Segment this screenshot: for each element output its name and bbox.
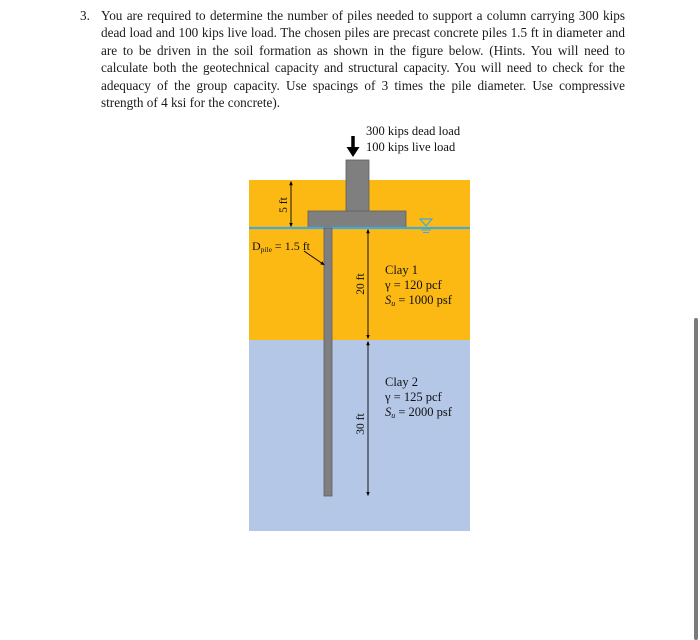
problem-text: You are required to determine the number of piles needed to support a column carrying 300 kips dead load and 100 kips live load. The chosen piles are precast concrete piles 1.5 ft in diameter and are to be driven in the soil formation as shown in the figure below. (Hints. You will need to calculate both the geotechnical capacity and structural capacity. You will need to check for the adequacy of the group capacity. Use spacings of 3 times the pile diameter. Use compressive strength of 4 ksi for the concrete). — [101, 8, 625, 111]
clay1-undrained-strength: Su = 1000 psf — [385, 293, 452, 308]
pile-cap — [308, 211, 406, 228]
pile — [324, 228, 332, 496]
footing-depth-label: 5 ft — [278, 197, 290, 213]
load-arrow-icon — [347, 136, 360, 157]
pile-diameter-label: Dpile = 1.5 ft — [252, 239, 311, 254]
problem-number: 3. — [80, 8, 90, 23]
clay2-name: Clay 2 — [385, 375, 418, 389]
clay2-undrained-strength: Su = 2000 psf — [385, 405, 452, 420]
clay2-thickness-label: 30 ft — [355, 413, 367, 435]
vertical-scrollbar[interactable] — [694, 318, 698, 640]
live-load-label: 100 kips live load — [366, 140, 456, 154]
clay1-thickness-label: 20 ft — [355, 273, 367, 295]
clay1-unit-weight: γ = 120 pcf — [385, 278, 442, 292]
dead-load-label: 300 kips dead load — [366, 124, 461, 138]
column — [346, 160, 369, 212]
clay2-unit-weight: γ = 125 pcf — [385, 390, 442, 404]
clay1-name: Clay 1 — [385, 263, 418, 277]
